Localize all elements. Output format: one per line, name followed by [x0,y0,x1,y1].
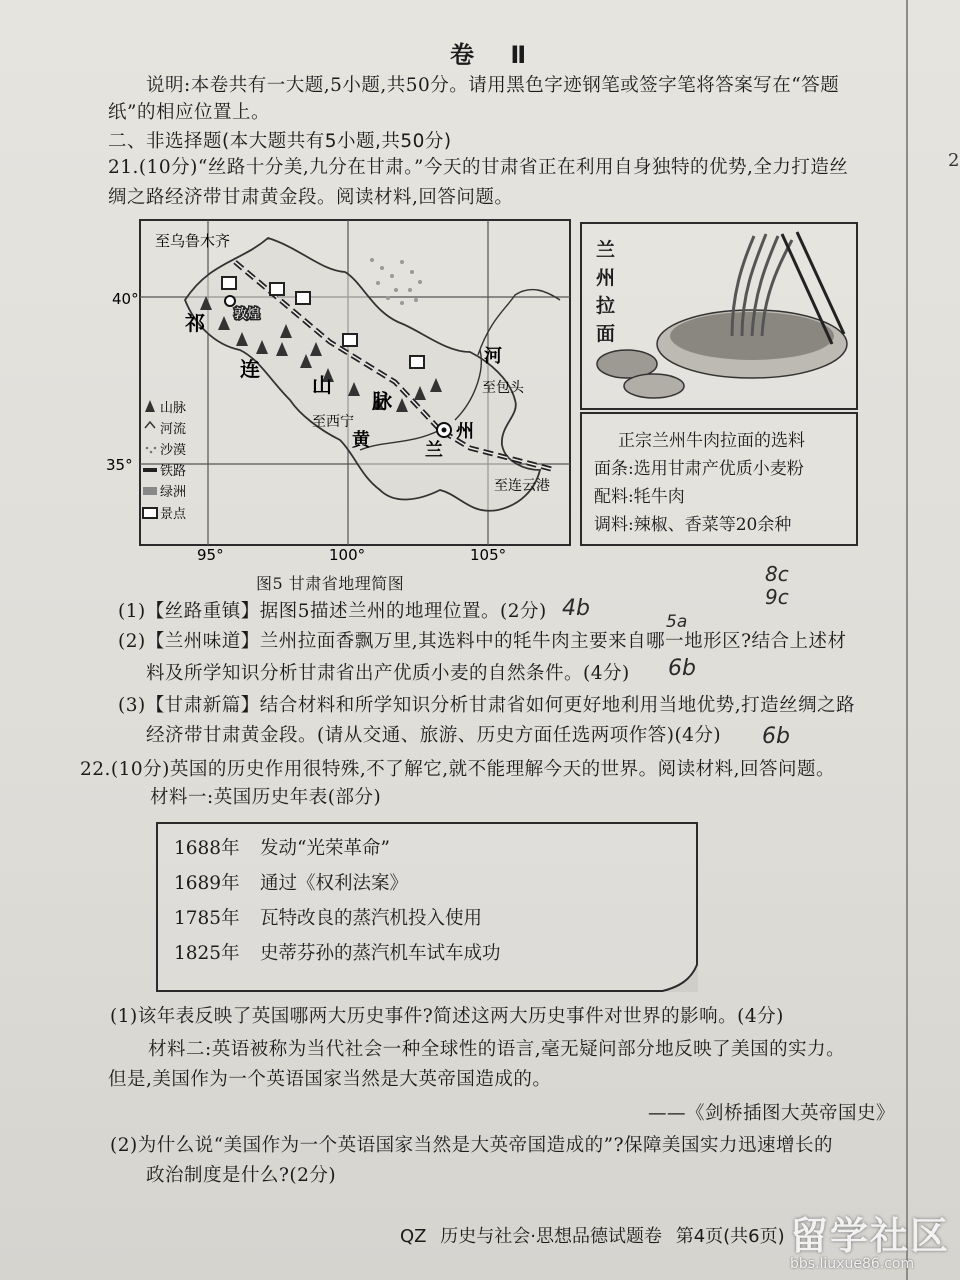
label-to-xining: 至西宁 [312,414,354,430]
noodle-label-char-2: 州 [596,267,616,289]
label-lat-35: 35° [106,456,133,474]
desert-icon [146,447,157,454]
footer-subject: 历史与社会·思想品德试题卷 [440,1226,662,1247]
timeline-year-1: 1688年 [174,838,240,859]
q22-material2-line-1: 材料二:英语被称为当代社会一种全球性的语言,毫无疑问部分地反映了美国的实力。 [148,1039,846,1060]
noodle-picture-panel [580,222,858,410]
q22-sub1: (1)该年表反映了英国哪两大历史事件?简述这两大历史事件对世界的影响。(4分) [110,1006,784,1027]
recipe-box [580,412,858,546]
watermark-brand: 留学社区 [790,1214,951,1258]
timeline-year-3: 1785年 [174,908,240,929]
oasis-icon [143,487,157,495]
timeline-row-3 [174,904,482,930]
q22-line-1: 22.(10分)英国的历史作用很特殊,不了解它,就不能理解今天的世界。阅读材料,回答问题。 [80,759,836,780]
q21-sub3-line-1: (3)【甘肃新篇】结合材料和所学知识分析甘肃省如何更好地利用当地优势,打造丝绸之路 [118,695,856,716]
label-he: 河 [484,346,502,367]
legend-label-mountain: 山脉 [160,401,187,416]
label-to-urumqi: 至乌鲁木齐 [155,232,231,250]
timeline-box [156,822,698,992]
river-icon [145,422,155,428]
q22-material1-title: 材料一:英国历史年表(部分) [150,787,382,808]
label-to-lianyungang: 至连云港 [494,478,550,494]
legend-label-railway: 铁路 [160,464,187,479]
recipe-row-3 [594,510,791,535]
timeline-event-4: 史蒂芬孙的蒸汽机车试车成功 [260,943,501,964]
recipe-key-3: 调料: [594,515,634,535]
handwritten-note-6b-2: 6b [762,724,790,749]
legend-label-desert: 沙漠 [160,443,187,458]
q21-sub1: (1)【丝路重镇】据图5描述兰州的地理位置。(2分) [118,601,547,622]
intro-line-1: 说明:本卷共有一大题,5小题,共50分。请用黑色字迹钢笔或签字笔将答案写在“答题 [146,75,840,96]
timeline-row-4 [174,939,501,965]
adjacent-page-digit: 2 [948,150,960,171]
legend-label-oasis: 绿洲 [160,485,187,500]
label-shan: 山 [312,373,332,397]
recipe-value-3: 辣椒、香菜等20余种 [633,515,792,535]
q21-sub3-line-2: 经济带甘肃黄金段。(请从交通、旅游、历史方面任选两项作答)(4分) [146,725,722,746]
handwritten-note-5a: 5a [666,612,688,632]
q22-sub2-line-2: 政治制度是什么?(2分) [146,1165,337,1186]
q21-sub2-line-1: (2)【兰州味道】兰州拉面香飘万里,其选料中的牦牛肉主要来自哪一地形区?结合上述材 [118,631,847,652]
label-to-baotou: 至包头 [482,380,524,396]
label-huang: 黄 [352,430,370,451]
timeline-event-3: 瓦特改良的蒸汽机投入使用 [260,908,483,929]
footer-page: 第4页(共6页) [675,1226,785,1247]
scenic-icon [143,508,157,518]
recipe-row-1 [594,454,804,479]
timeline-event-2: 通过《权利法案》 [260,873,409,894]
label-mai: 脉 [372,389,392,413]
railway-icon [143,468,157,472]
noodle-bowl-illustration [582,224,856,408]
mountain-icon [145,400,155,412]
recipe-value-1: 选用甘肃产优质小麦粉 [633,459,804,479]
recipe-title: 正宗兰州牛肉拉面的选料 [618,431,805,451]
handwritten-note-9c: 9c [765,585,789,609]
noodle-label-char-4: 面 [596,323,616,345]
timeline-row-1 [174,834,390,860]
q21-sub2-line-2: 料及所学知识分析甘肃省出产优质小麦的自然条件。(4分) [146,663,630,684]
page-curl-icon [658,962,698,992]
label-lan: 兰 [425,440,443,461]
timeline-event-1: 发动“光荣革命” [260,838,390,859]
intro-line-2: 纸”的相应位置上。 [108,102,270,123]
handwritten-note-4b: 4b [562,596,590,621]
q22-material2-line-2: 但是,美国作为一个英语国家当然是大英帝国造成的。 [108,1069,552,1090]
section-heading: 二、非选择题(本大题共有5小题,共50分) [108,131,452,152]
q21-line-2: 绸之路经济带甘肃黄金段。阅读材料,回答问题。 [108,187,514,208]
page-footer [400,1222,793,1248]
recipe-key-1: 面条: [594,459,634,479]
timeline-year-2: 1689年 [174,873,240,894]
timeline-row-2 [174,869,408,895]
q22-source: ——《剑桥插图大英帝国史》 [648,1103,896,1124]
label-dunhuang: 敦煌 [234,307,261,322]
q22-sub2-line-1: (2)为什么说“美国作为一个英语国家当然是大英帝国造成的”?保障美国实力迅速增长的 [110,1135,834,1156]
watermark-url: bbs.liuxue86.com [790,1256,915,1272]
recipe-row-2 [594,482,685,507]
footer-code: QZ [400,1226,427,1247]
label-lat-40: 40° [112,290,139,308]
label-lon-95: 95° [197,546,224,564]
recipe-key-2: 配料: [594,487,634,507]
recipe-value-2: 牦牛肉 [633,487,685,507]
handwritten-note-6b-1: 6b [668,656,696,681]
noodle-label-char-1: 兰 [596,239,616,261]
timeline-year-4: 1825年 [174,943,240,964]
label-lon-100: 100° [329,546,366,564]
legend-label-river: 河流 [160,422,187,437]
label-zhou: 州 [456,421,474,442]
legend-label-scenic: 景点 [160,507,187,522]
handwritten-note-8c: 8c [765,562,789,586]
watermark [790,1205,950,1272]
q21-line-1: 21.(10分)“丝路十分美,九分在甘肃。”今天的甘肃省正在利用自身独特的优势,全力打造丝 [108,157,849,178]
noodle-label-char-3: 拉 [596,295,616,317]
label-lian: 连 [240,357,260,381]
label-lon-105: 105° [470,546,507,564]
map-caption: 图5 甘肃省地理简图 [256,574,405,593]
section-title: 卷 Ⅱ [450,41,541,69]
label-qi: 祁 [185,311,205,335]
